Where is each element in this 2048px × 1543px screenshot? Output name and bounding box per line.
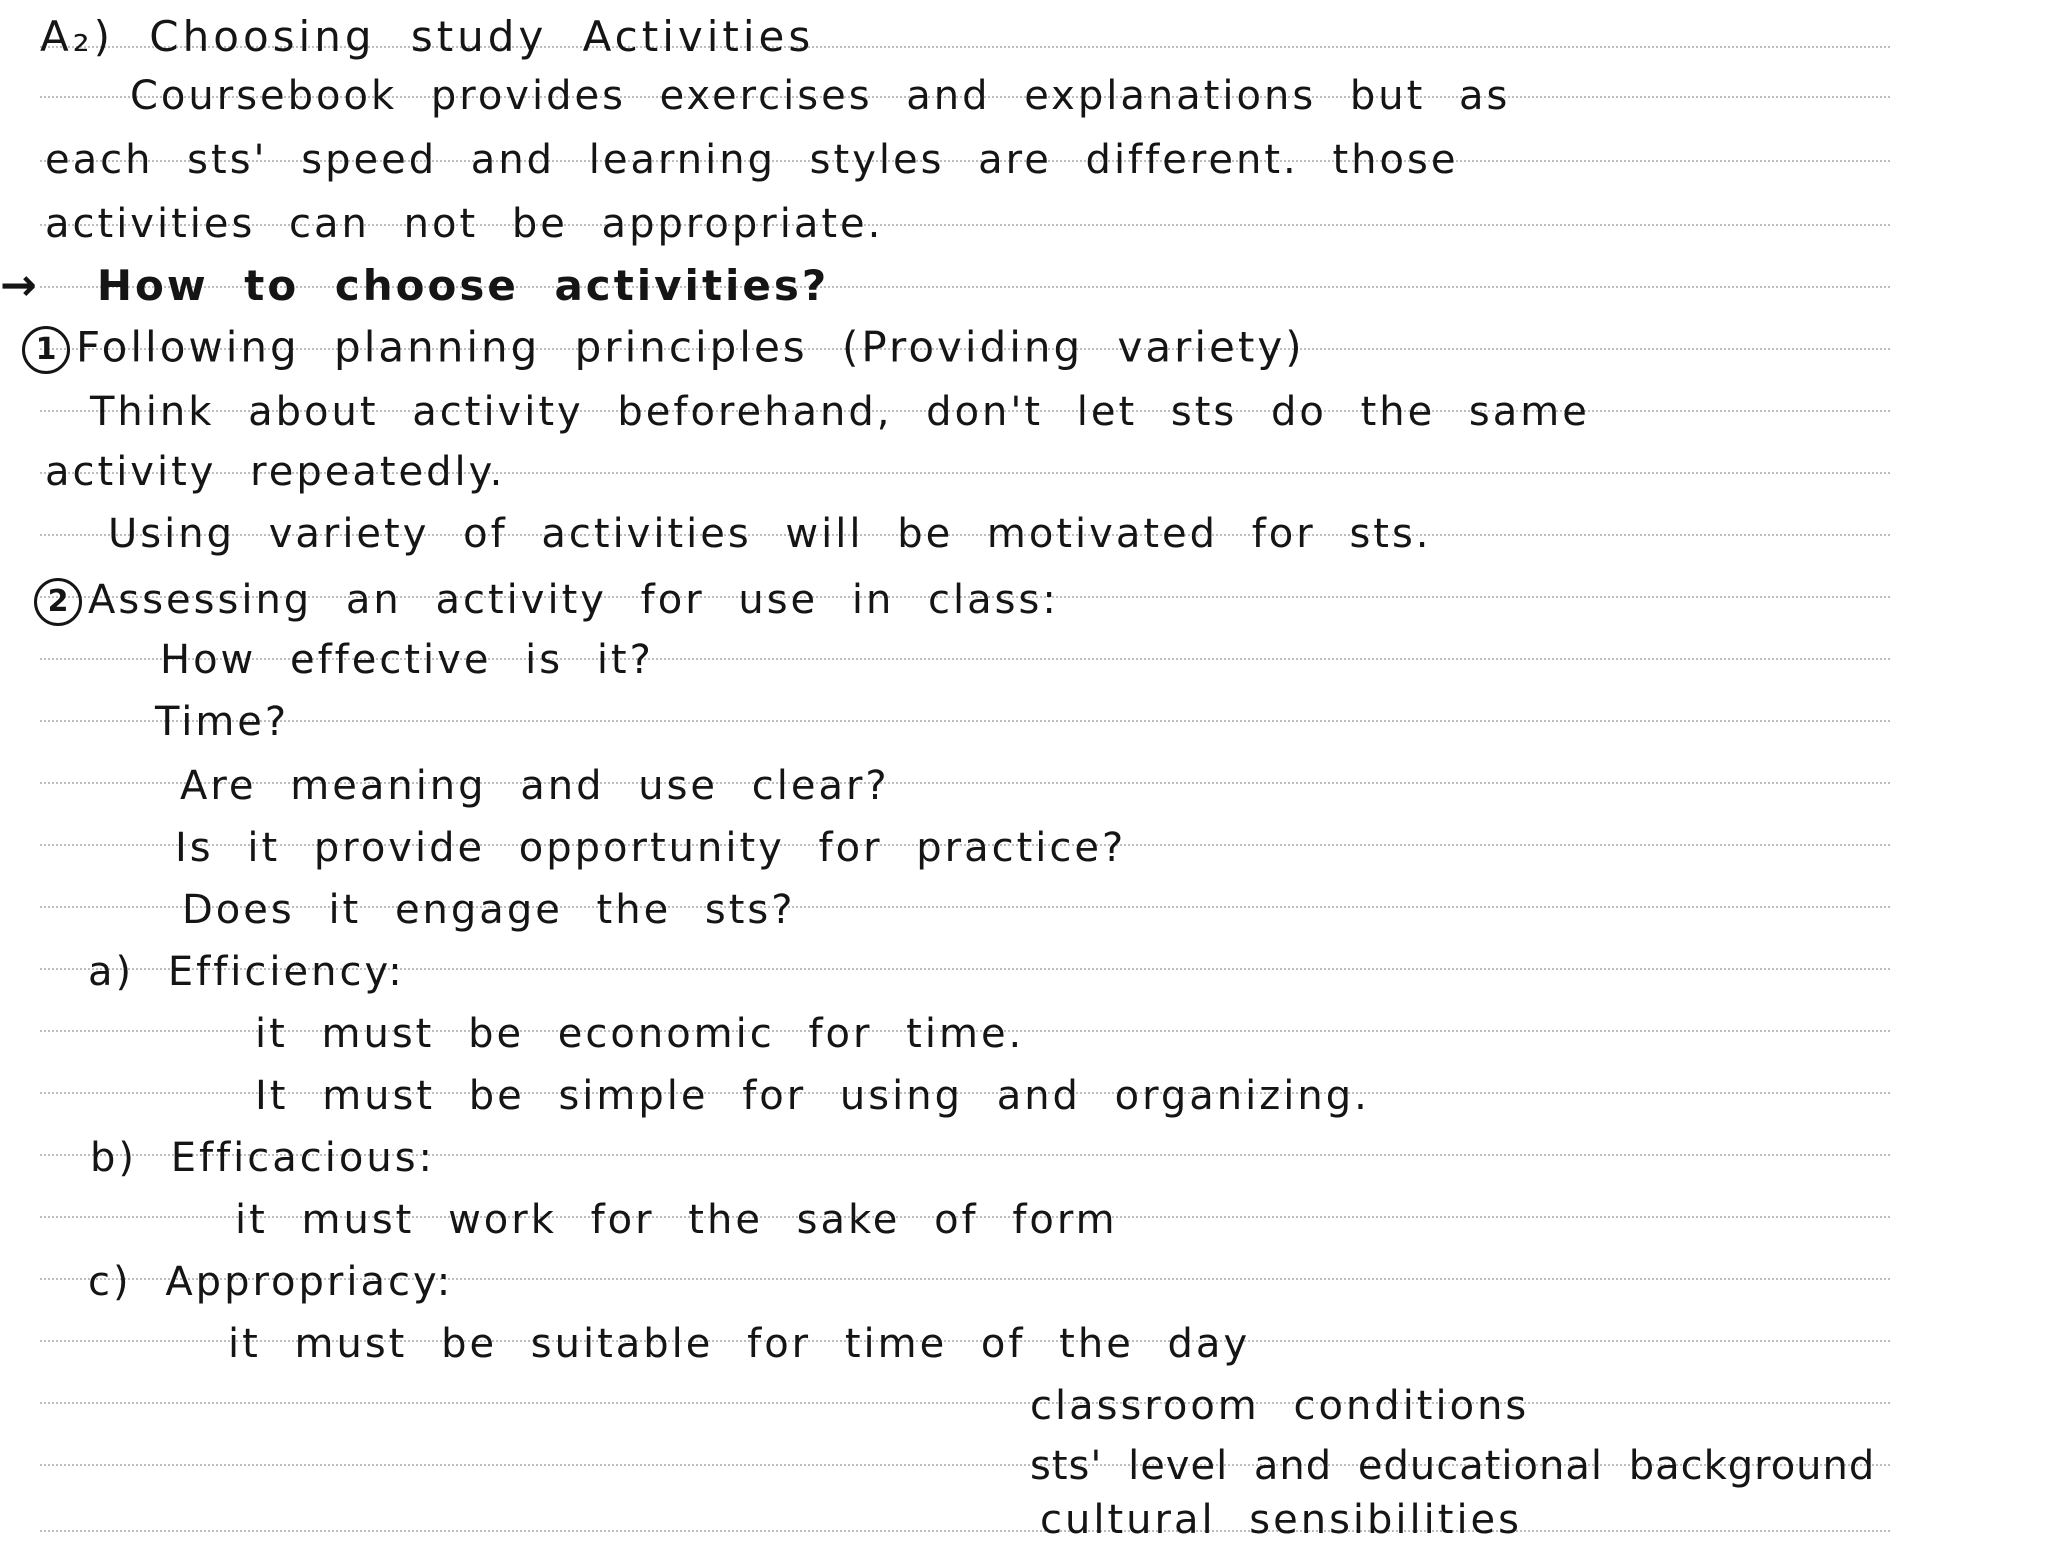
text-line: Are meaning and use clear? (180, 763, 890, 809)
text-line: it must be economic for time. (255, 1011, 1025, 1057)
text-line: It must be simple for using and organizing. (255, 1073, 1370, 1119)
text-line: cultural sensibilities (1040, 1497, 1523, 1543)
text-line: activity repeatedly. (45, 449, 506, 495)
text-line: Coursebook provides exercises and explanations but as (130, 73, 1511, 119)
ruled-line (40, 720, 1890, 722)
text-line: each sts' speed and learning styles are different. those (45, 137, 1459, 183)
circled-number-icon: 2 (34, 578, 82, 626)
text-line: classroom conditions (1030, 1383, 1530, 1429)
text-line: it must work for the sake of form (235, 1197, 1118, 1243)
text-line: Using variety of activities will be motivated for sts. (108, 511, 1432, 557)
numbered-heading (22, 322, 1305, 374)
question-heading-text: How to choose activities? (96, 261, 830, 310)
text-line: it must be suitable for time of the day (228, 1321, 1251, 1367)
text-line: b) Efficacious: (90, 1135, 436, 1181)
numbered-heading-text: Following planning principles (Providing variety) (76, 322, 1305, 372)
text-line: activities can not be appropriate. (45, 201, 884, 247)
text-line: c) Appropriacy: (88, 1259, 454, 1305)
section-title: A₂) Choosing study Activities (40, 12, 815, 61)
text-line: Time? (155, 699, 290, 745)
text-line: sts' level and educational background (1030, 1443, 1876, 1489)
ruled-line (40, 1402, 1890, 1404)
text-line: a) Efficiency: (88, 949, 405, 995)
arrow-right-icon: → (0, 260, 37, 311)
numbered-heading-text: Assessing an activity for use in class: (88, 577, 1059, 623)
circled-number-icon: 1 (22, 326, 70, 374)
text-line: Does it engage the sts? (182, 887, 796, 933)
text-line: Think about activity beforehand, don't let sts do the same (90, 389, 1590, 435)
ruled-line (40, 1530, 1890, 1532)
numbered-heading (34, 578, 1059, 626)
text-line: Is it provide opportunity for practice? (175, 825, 1127, 871)
text-line: How effective is it? (160, 637, 654, 683)
question-heading (0, 260, 830, 311)
